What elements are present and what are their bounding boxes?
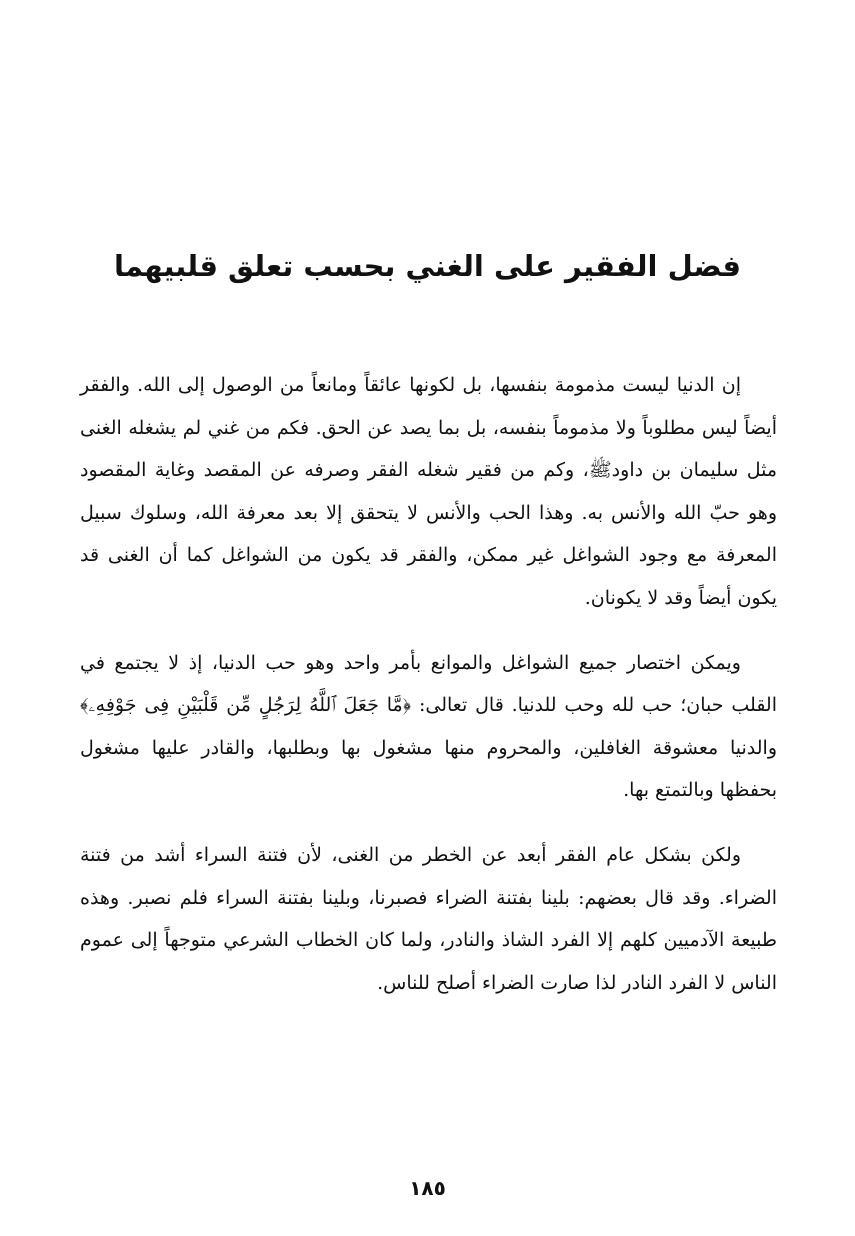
chapter-title: فضل الفقير على الغني بحسب تعلق قلبيهما bbox=[113, 249, 742, 283]
paragraph-2: ويمكن اختصار جميع الشواغل والموانع بأمر واحد وهو حب الدنيا، إذ لا يجتمع في القلب حبان؛ حب لله وحب للدنيا. قال تعالى: ﴿مَّا جَعَلَ ٱللَّهُ لِرَجُلٍ مِّن قَلْبَيْنِ فِى جَوْفِهِۦ﴾ والدنيا معشوقة الغافلين، والمحروم منها مشغول بها وبطلبها، والقادر عليها مشغول بحفظها وبالتمتع بها. bbox=[80, 651, 777, 802]
paragraph-1: إن الدنيا ليست مذمومة بنفسها، بل لكونها عائقاً ومانعاً من الوصول إلى الله. والفقر أيضاً ليس مطلوباً ولا مذموماً بنفسه، بل بما يصد عن الحق. فكم من غني لم يشغله الغنى مثل سليمان بن داودﷺ، وكم من فقير شغله الفقر وصرفه عن المقصد وغاية المقصود وهو حبّ الله والأنس به. وهذا الحب والأنس لا يتحقق إلا بعد معرفة الله، وسلوك سبيل المعرفة مع وجود الشواغل غير ممكن، والفقر قد يكون من الشواغل كما أن الغنى قد يكون أيضاً وقد لا يكونان. bbox=[80, 374, 777, 609]
page-number: ١٨٥ bbox=[409, 1176, 446, 1200]
body-text bbox=[80, 364, 777, 1026]
paragraph-3: ولكن بشكل عام الفقر أبعد عن الخطر من الغنى، لأن فتنة السراء أشد من فتنة الضراء. وقد قال بعضهم: بلينا بفتنة الضراء فصبرنا، وبلينا بفتنة السراء فلم نصبر. وهذه طبيعة الآدميين كلهم إلا الفرد الشاذ والنادر، ولما كان الخطاب الشرعي متوجهاً إلى عموم الناس لا الفرد النادر لذا صارت الضراء أصلح للناس. bbox=[80, 843, 777, 994]
